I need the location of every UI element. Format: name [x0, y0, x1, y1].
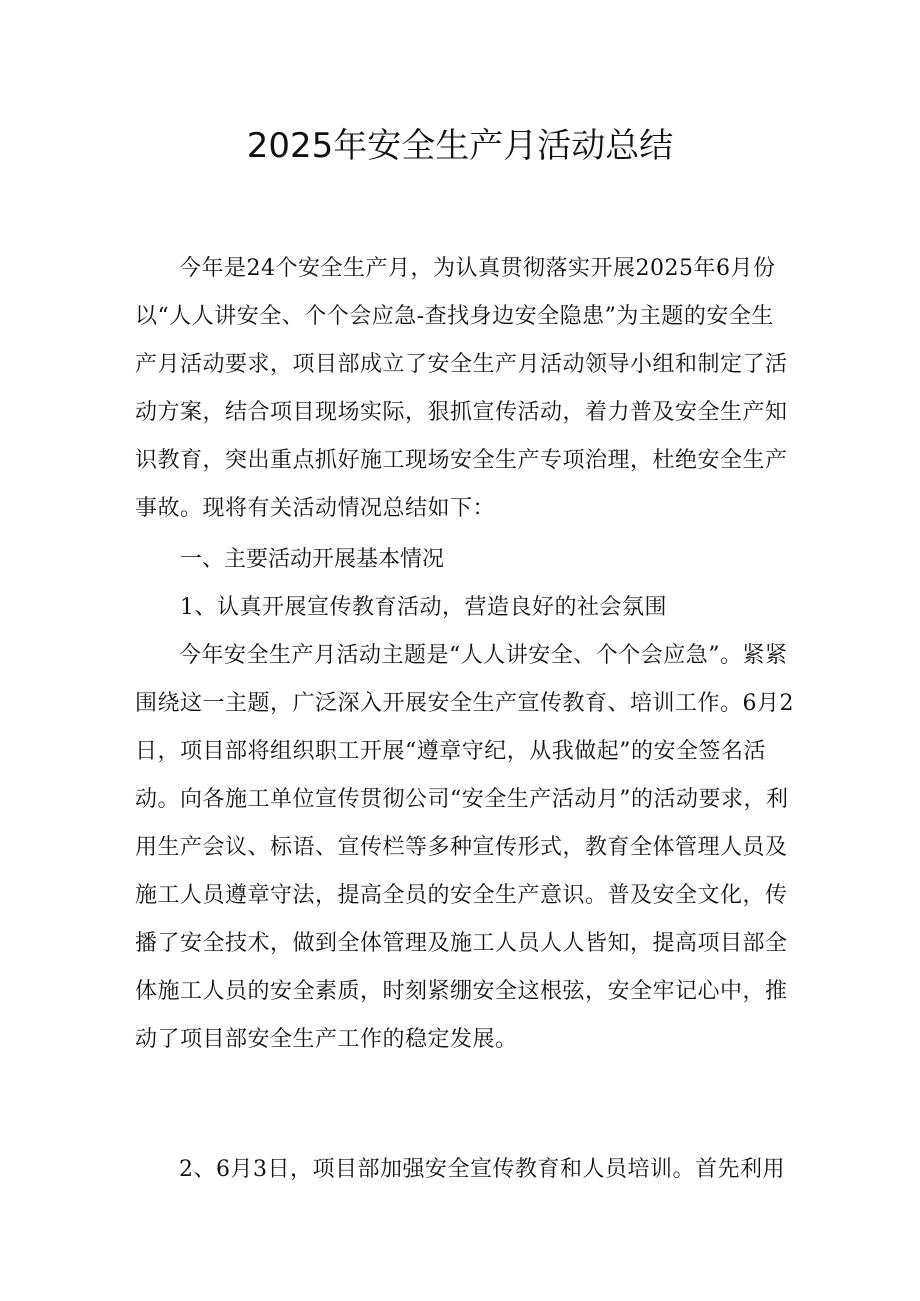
- subsection-heading: 1、认真开展宣传教育活动，营造良好的社会氛围: [180, 595, 667, 620]
- body-paragraph-2: 今年安全生产月活动主题是“人人讲安全、个个会应急”。紧紧围绕这一主题，广泛深入开展安全生产宣传教育、培训工作。6月2日，项目部将组织职工开展“遵章守纪，从我做起”的安全签名活动。向各施工单位宣传贯彻公司“安全生产活动月”的活动要求，利用生产会议、标语、宣传栏等多种宣传形式，教育全体管理人员及施工人员遵章守法，提高全员的安全生产意识。普及安全文化，传播了安全技术，做到全体管理及施工人员人人皆知，提高项目部全体施工人员的安全素质，时刻紧绷安全这根弦，安全牢记心中，推动了项目部安全生产工作的稳定发展。: [135, 643, 794, 1052]
- intro-paragraph: 今年是24个安全生产月，为认真贯彻落实开展2025年6月份以“人人讲安全、个个会应急-查找身边安全隐患”为主题的安全生产月活动要求，项目部成立了安全生产月活动领导小组和制定了活动方案，结合项目现场实际，狠抓宣传活动，着力普及安全生产知识教育，突出重点抓好施工现场安全生产专项治理，杜绝安全生产事故。现将有关活动情况总结如下：: [135, 256, 788, 521]
- body-paragraph-3: 2、6月3日，项目部加强安全宣传教育和人员培训。首先利用: [179, 1157, 785, 1182]
- section-heading: 一、主要活动开展基本情况: [180, 547, 445, 572]
- document-title: 2025年安全生产月活动总结: [246, 126, 674, 166]
